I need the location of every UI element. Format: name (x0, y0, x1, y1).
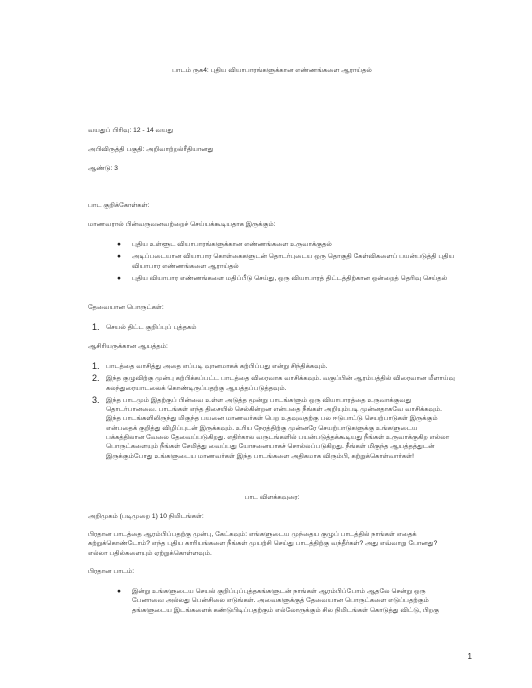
list-item: 1. பாடத்தை வாசித்து அதை எப்படி வுானமாகக் கற்பிப்பது என்று சிந்திக்கவும். (92, 361, 328, 371)
main-lesson-list (88, 587, 456, 615)
list-item: ● இன்று உங்களுடைய செயல் குறிப்புப்புத்தகங்களுடன் நாங்கள் ஆரம்பிப்போம் ஆதலே சென்று ஒரு பேனாவை அல்லது பென்சிலை எடுங்கள். அவைகளுக்குத் தேவையான பொருட்களை எடுப்பதற்கும் தங்களுடைய இடங்களைக் கண்டுபிடிப்பதற்கும் எல்லோருக்கும் சில நிமிடங்கள் கொடுத்து விட்டு, பிறகு (117, 588, 440, 614)
explanation-heading: பாட விளக்கவுரை: (244, 494, 300, 501)
intro-step-text: பிரதான பாடத்தை ஆரம்பிப்பதற்கு முன்பு, கேட்கவும்: எங்களுடைய முந்தைய குழுப் பாடத்தில் நாங்கள் எதைக் கற்றுக்கொண்டோம்? எந்த புதிய காரியங்களை நீங்கள் முயற்சி செய்து பாடத்திற்கு வந்தீர்கள்? அது எவ்வாறு போனது? எல்லா பதில்களையும் ஏற்றுக்கொள்ளவும். (88, 531, 438, 557)
materials-heading: தேவையான பொருட்கள்: (88, 304, 164, 311)
development-area: அபிவிருத்தி பகுதி: அறிவாற்றல்ரீதியானது (88, 146, 214, 153)
list-item: ● புதிய வியாபார எண்ணங்களை மதிப்பீடு செய்து, ஒரு வியாபாரத் திட்டத்திற்கான ஒன்றைத் தெரிவு செய்தல் (117, 274, 448, 282)
lesson-title: பாடம் ருக4: புதிய வியாபாரங்களுக்கான எண்ணங்களை ஆராய்தல் (172, 67, 372, 74)
list-item: 2. இந்த குழுவிற்கு முன்பு கற்பிக்கப்பட்ட பாடத்தை விரைவாக வாசிக்கவும். வகுப்பின் ஆரம்பத்தில் விரைவான மீளாய்வு கலந்துரையாடலைக் கொண்டிருப்பதற்கு ஆயத்தப்படுத்தவும். (92, 373, 455, 392)
bullet-icon: ● (117, 253, 121, 261)
bullet-icon: ● (117, 274, 121, 282)
list-item: 3. இந்த பாடமும் இதற்குப் பின்வை உள்ள அடுத்த மூன்று பாடங்களும் ஒரு வியாபாரத்தை உருவாக்குவது தொடர்பானவை. பாடங்கள் எந்த திசையில் செல்கின்றன என்பதை நீங்கள் அறியும்படி முன்னதாகவே வாசிக்கவும். இந்த பாடங்களிலிருந்து மிகுந்த பயனை மாணவர்கள் பெற உதவுவதற்கு பல ஈடுபாட்டு செயற்பாடுகள் இருக்கும் என்பதைக் குறித்து விழிப்புடன் இருக்கவும். உரிய நேரத்திற்கு முன்னரே செயற்பாடுகளுக்கு உங்களுடைய பக்கத்திலான வேலை தேவைப்படுகிறது. எதிர்கால வருடங்களில் பயன்படுத்தக்கூடியது நீங்கள் உருவாக்குகிற எல்லா பொருட்களையும் நீங்கள் சேமித்து வைப்பது யோசனையாகச் சொல்லப்படுகிறது. நீங்கள் மிகுந்த ஆயத்தத்துடன் இருக்கும்போது உங்களுடைய மாணவர்கள் இந்த பாடங்களை அதிகமாக விரும்பி, கற்றுக்கொள்வார்கள்! (92, 394, 450, 460)
list-item: ● புதிய உள்ளூட வியாபாரங்களுக்கான எண்ணங்களை உருவாக்குதல் (117, 241, 332, 248)
age-range: வயதுப் பிரிவு: 12 - 14 வயது (88, 127, 174, 134)
objectives-intro: மாணவரால் பின்வருவனவற்றைச் செய்யக்கூடியதாக இருக்கும்: (88, 221, 276, 228)
list-item: ● அடிப்படையான வியாபார கொள்கைகளுடன் தொடர்புடைய ஒரு தொகுதி கேள்விகளைப் பயன்படுத்தி புதிய வியாபார எண்ணங்களை ஆராய்தல் (117, 253, 455, 270)
objectives-heading: பாட குறிக்கோள்கள்: (88, 202, 150, 209)
page-number: 1 (467, 652, 472, 661)
teacher-prep-list (88, 362, 456, 461)
main-lesson-heading: பிரதான பாடம்: (88, 568, 135, 575)
bullet-icon: ● (117, 588, 121, 595)
teacher-prep-heading: ஆசிரியருக்கான ஆயத்தம்: (88, 343, 168, 350)
materials-list (88, 323, 456, 332)
objectives-list (88, 240, 456, 283)
list-item: 1. செயல் திட்ட குறிப்புப் புத்தகம் (92, 322, 197, 332)
intro-step-heading: அறிமுகம் (படிமுறை 1) 10 நிமிடங்கள்: (88, 513, 204, 520)
bullet-icon: ● (117, 241, 121, 248)
year-level: ஆண்டு: 3 (88, 165, 118, 172)
